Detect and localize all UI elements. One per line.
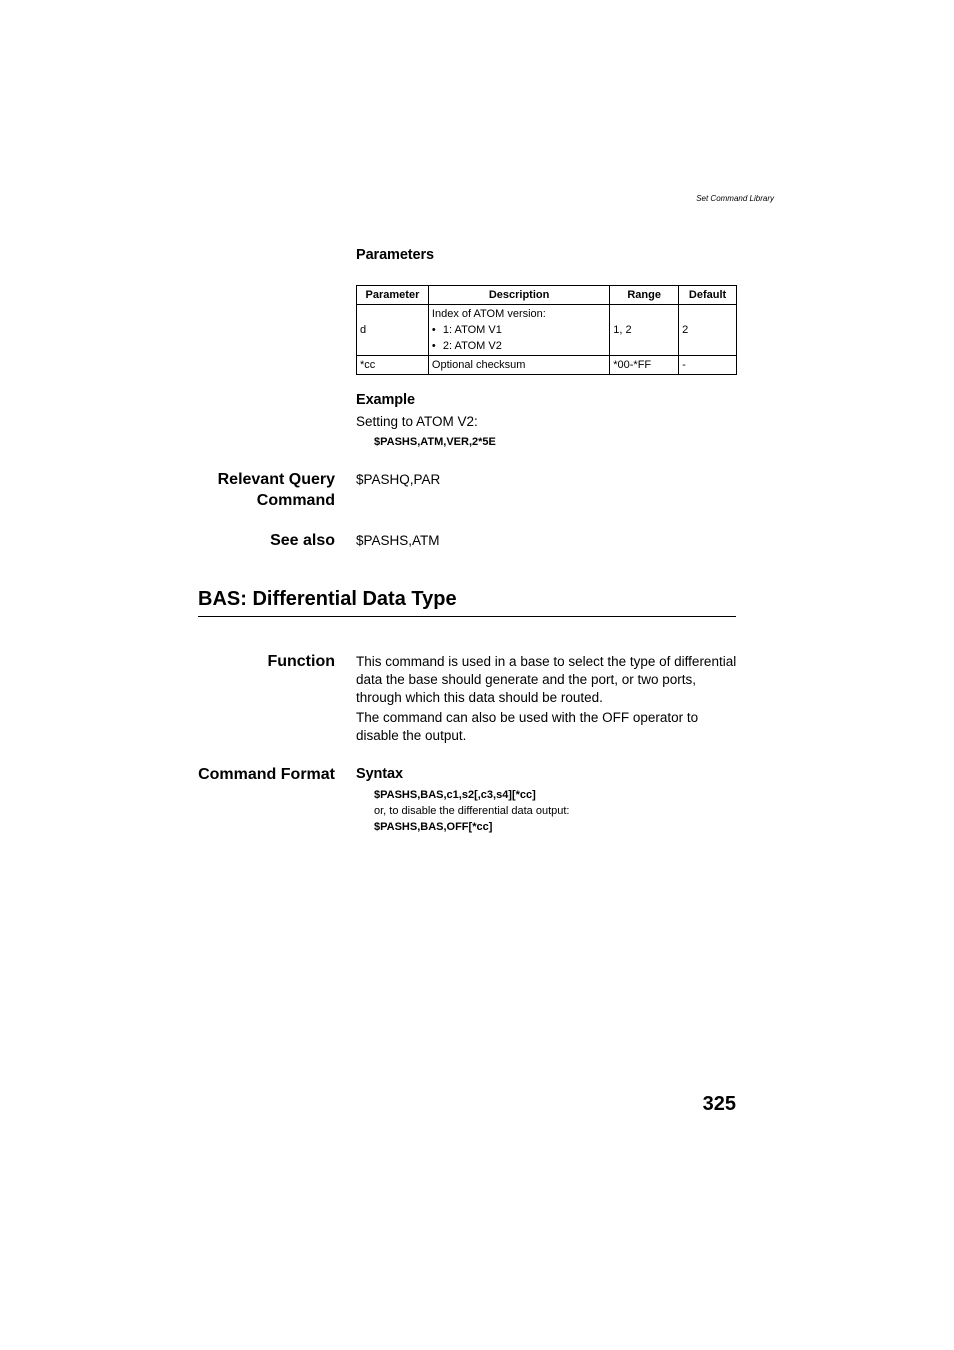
page-number: 325 [702,1093,736,1115]
description-cell [428,305,609,356]
table-header-row [357,286,737,305]
column-header: Parameter [357,286,429,305]
relevant-query-label-line1: Relevant Query [217,471,335,488]
example-code: $PASHS,ATM,VER,2*5E [374,436,496,448]
syntax-code-2: $PASHS,BAS,OFF[*cc] [374,821,493,833]
function-para-2: The command can also be used with the OFF operator to disable the output. [356,710,699,743]
column-header: Description [428,286,609,305]
default-cell: 2 [679,305,737,356]
syntax-note: or, to disable the differential data output: [374,805,570,817]
bullet-list [432,322,606,354]
column-header: Range [610,286,679,305]
relevant-query-label [135,469,335,511]
syntax-heading: Syntax [356,766,403,782]
example-heading: Example [356,392,415,408]
parameters-table [356,285,737,375]
section-divider [198,616,736,617]
default-cell: - [679,356,737,375]
range-cell: 1, 2 [610,305,679,356]
relevant-query-value: $PASHQ,PAR [356,472,441,487]
see-also-label: See also [270,532,335,549]
list-item: • 1: ATOM V1 [432,322,606,338]
example-text: Setting to ATOM V2: [356,414,478,429]
parameter-cell: d [357,305,429,356]
function-label: Function [267,653,335,670]
see-also-value: $PASHS,ATM [356,533,440,548]
section-title: BAS: Differential Data Type [198,588,457,610]
parameters-heading: Parameters [356,247,434,263]
parameter-cell: *cc [357,356,429,375]
table-row [357,305,737,356]
syntax-code-1: $PASHS,BAS,c1,s2[,c3,s4][*cc] [374,789,536,801]
relevant-query-label-line2: Command [256,492,335,509]
description-cell: Optional checksum [428,356,609,375]
description-text: Index of ATOM version: [431,308,546,320]
function-para-1: This command is used in a base to select the type of differential data the base should generate and the port, or two ports, through which this data should be routed. [356,654,737,705]
range-cell: *00-*FF [610,356,679,375]
command-format-label: Command Format [198,766,335,783]
list-item: • 2: ATOM V2 [432,338,606,354]
column-header: Default [679,286,737,305]
running-header: Set Command Library [696,194,774,203]
table-row [357,356,737,375]
